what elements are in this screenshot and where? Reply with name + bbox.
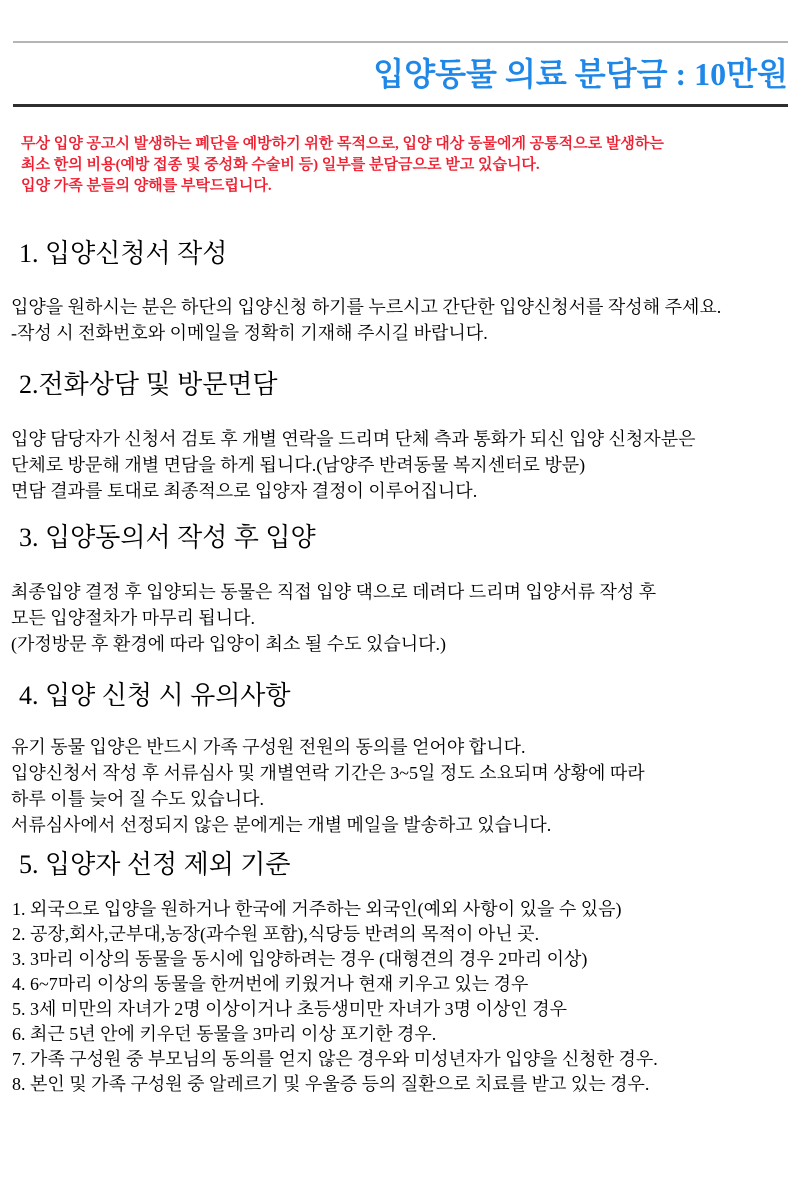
text-line: 서류심사에서 선정되지 않은 분에게는 개별 메일을 발송하고 있습니다. xyxy=(11,815,552,835)
section-1-body xyxy=(11,294,721,346)
text-line: (가정방문 후 환경에 따라 입양이 최소 될 수도 있습니다.) xyxy=(11,634,447,654)
section-5-list xyxy=(12,897,658,1097)
section-1-heading: 1. 입양신청서 작성 xyxy=(19,239,228,268)
text-line: 입양을 원하시는 분은 하단의 입양신청 하기를 누르시고 간단한 입양신청서를 작성해 주세요. xyxy=(11,297,722,317)
section-5-heading: 5. 입양자 선정 제외 기준 xyxy=(19,850,291,879)
top-divider xyxy=(13,41,788,43)
list-item: 2. 공장,회사,군부대,농장(과수원 포함),식당등 반려의 목적이 아닌 곳. xyxy=(12,924,540,944)
list-item: 8. 본인 및 가족 구성원 중 알레르기 및 우울증 등의 질환으로 치료를 받고 있는 경우. xyxy=(12,1074,650,1094)
text-line: 하루 이틀 늦어 질 수도 있습니다. xyxy=(11,789,265,809)
list-item: 4. 6~7마리 이상의 동물을 한꺼번에 키웠거나 현재 키우고 있는 경우 xyxy=(12,974,529,994)
section-3-heading: 3. 입양동의서 작성 후 입양 xyxy=(19,523,316,552)
list-item: 7. 가족 구성원 중 부모님의 동의를 얻지 않은 경우와 미성년자가 입양을 신청한 경우. xyxy=(12,1049,658,1069)
notice-line: 최소 한의 비용(예방 접종 및 중성화 수술비 등) 일부를 분담금으로 받고 있습니다. xyxy=(21,157,540,173)
fee-notice xyxy=(21,134,664,197)
notice-line: 무상 입양 공고시 발생하는 폐단을 예방하기 위한 목적으로, 입양 대상 동물에게 공통적으로 발생하는 xyxy=(21,136,664,152)
text-line: 모든 입양절차가 마무리 됩니다. xyxy=(11,608,256,628)
text-line: 입양 담당자가 신청서 검토 후 개별 연락을 드리며 단체 측과 통화가 되신 입양 신청자분은 xyxy=(11,429,696,449)
section-4-heading: 4. 입양 신청 시 유의사항 xyxy=(19,681,291,710)
section-4-body xyxy=(11,734,645,838)
list-item: 3. 3마리 이상의 동물을 동시에 입양하려는 경우 (대형견의 경우 2마리 이상) xyxy=(12,949,588,969)
text-line: -작성 시 전화번호와 이메일을 정확히 기재해 주시길 바랍니다. xyxy=(11,323,488,343)
notice-line: 입양 가족 분들의 양해를 부탁드립니다. xyxy=(21,178,272,194)
list-item: 1. 외국으로 입양을 원하거나 한국에 거주하는 외국인(예외 사항이 있을 수 있음) xyxy=(12,899,622,919)
list-item: 6. 최근 5년 안에 키우던 동물을 3마리 이상 포기한 경우. xyxy=(12,1024,437,1044)
page-title: 입양동물 의료 분담금 : 10만원 xyxy=(373,56,788,92)
text-line: 입양신청서 작성 후 서류심사 및 개별연락 기간은 3~5일 정도 소요되며 상황에 따라 xyxy=(11,763,645,783)
section-2-body xyxy=(11,426,695,504)
list-item: 5. 3세 미만의 자녀가 2명 이상이거나 초등생미만 자녀가 3명 이상인 경우 xyxy=(12,999,567,1019)
section-2-heading: 2.전화상담 및 방문면담 xyxy=(19,370,278,399)
text-line: 최종입양 결정 후 입양되는 동물은 직접 입양 댁으로 데려다 드리며 입양서류 작성 후 xyxy=(11,582,657,602)
title-divider xyxy=(13,104,788,107)
text-line: 면담 결과를 토대로 최종적으로 입양자 결정이 이루어집니다. xyxy=(11,481,478,501)
text-line: 단체로 방문해 개별 면담을 하게 됩니다.(남양주 반려동물 복지센터로 방문) xyxy=(11,455,586,475)
text-line: 유기 동물 입양은 반드시 가족 구성원 전원의 동의를 얻어야 합니다. xyxy=(11,737,526,757)
section-3-body xyxy=(11,579,656,657)
